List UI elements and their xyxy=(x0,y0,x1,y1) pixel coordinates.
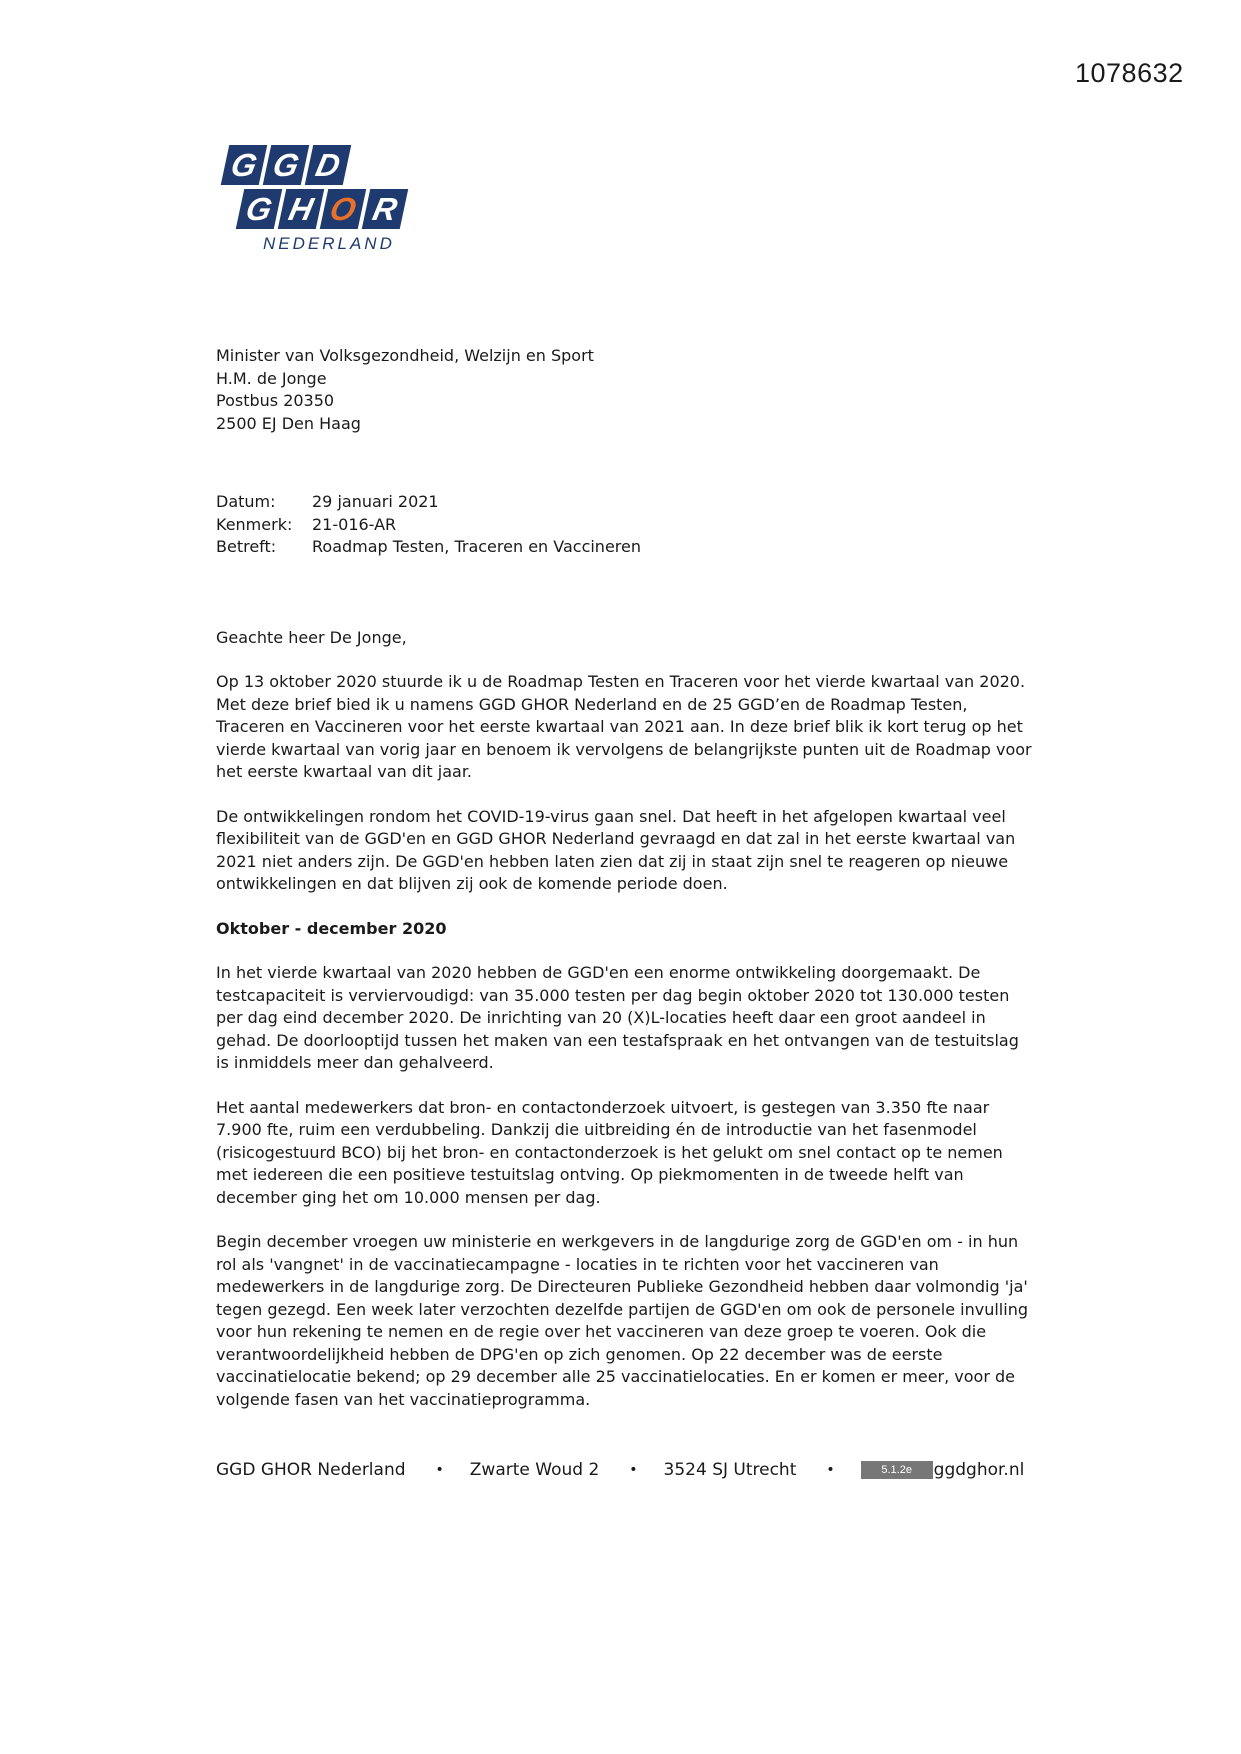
paragraph: De ontwikkelingen rondom het COVID-19-virus gaan snel. Dat heeft in het afgelopen kwartaal veel flexibiliteit van de GGD'en en GGD GHOR Nederland gevraagd en dat zal in het eerste kwartaal van 2021 niet anders zijn. De GGD'en hebben laten zien dat zij in staat zijn snel te reageren op nieuwe ontwikkelingen en dat blijven zij ook de komende periode doen. xyxy=(216,806,1016,893)
logo-letter: G xyxy=(269,147,303,183)
letter-body xyxy=(216,345,1036,1411)
logo-tile xyxy=(263,145,310,185)
logo-letter: G xyxy=(227,147,261,183)
meta-row-reference xyxy=(216,514,1036,537)
logo-tile xyxy=(320,189,367,229)
logo-row-ggd xyxy=(225,145,347,185)
paragraph: Begin december vroegen uw ministerie en werkgevers in de langdurige zorg de GGD'en om - in hun rol als 'vangnet' in de vaccinatiecampagne - locaties in te richten voor het vaccineren van medewerkers in de langdurige zorg. De Directeuren Publieke Gezondheid hebben daar volmondig 'ja' tegen gezegd. Een week later verzochten dezelfde partijen de GGD'en om ook de personele invulling voor hun rekening te nemen en de regie over het vaccineren van deze groep te voeren. Ook die verantwoordelijkheid hebben de DPG'en op zich genomen. Op 22 december was de eerste vaccinatielocatie bekend; op 29 december alle 25 vaccinatielocaties. En er komen er meer, voor de volgende fasen van het vaccinatieprogramma. xyxy=(216,1232,1028,1409)
recipient-address xyxy=(216,345,1036,435)
logo-letter-accent: O xyxy=(326,191,360,227)
address-line: Minister van Volksgezondheid, Welzijn en Sport xyxy=(216,346,594,365)
logo-letter: G xyxy=(242,191,276,227)
footer-separator: • xyxy=(435,1462,444,1478)
section-heading: Oktober - december 2020 xyxy=(216,918,447,938)
meta-label: Datum: xyxy=(216,492,276,511)
document-id: 1078632 xyxy=(1075,58,1184,88)
meta-label: Kenmerk: xyxy=(216,514,293,534)
letter-footer xyxy=(216,1460,1024,1480)
logo-letter: H xyxy=(285,191,317,227)
ggd-ghor-logo xyxy=(218,145,418,260)
address-line: H.M. de Jonge xyxy=(216,368,327,388)
paragraph: Op 13 oktober 2020 stuurde ik u de Roadmap Testen en Traceren voor het vierde kwartaal van 2020. Met deze brief bied ik u namens GGD GHOR Nederland en de 25 GGD’en de Roadmap Testen, Traceren en Vaccineren voor het eerste kwartaal van 2021 aan. In deze brief blik ik kort terug op het vierde kwartaal van vorig jaar en benoem ik vervolgens de belangrijkste punten uit de Roadmap voor het eerste kwartaal van dit jaar. xyxy=(216,672,1032,781)
footer-email-domain: ggdghor.nl xyxy=(933,1460,1025,1480)
logo-tile xyxy=(278,189,325,229)
address-line: Postbus 20350 xyxy=(216,391,335,410)
logo-letter: D xyxy=(312,147,344,183)
logo-subtitle: NEDERLAND xyxy=(263,234,395,253)
logo-tile xyxy=(362,189,409,229)
paragraph: In het vierde kwartaal van 2020 hebben de GGD'en een enorme ontwikkeling doorgemaakt. De testcapaciteit is verviervoudigd: van 35.000 testen per dag begin oktober 2020 tot 130.000 testen per dag eind december 2020. De inrichting van 20 (X)L-locaties heeft daar een groot aandeel in gehad. De doorlooptijd tussen het maken van een testafspraak en het ontvangen van de testuitslag is inmiddels meer dan gehalveerd. xyxy=(216,963,1019,1072)
logo-tile xyxy=(236,189,283,229)
salutation: Geachte heer De Jonge, xyxy=(216,627,407,647)
meta-value: 29 januari 2021 xyxy=(312,492,439,511)
paragraph: Het aantal medewerkers dat bron- en contactonderzoek uitvoert, is gestegen van 3.350 fte naar 7.900 fte, ruim een verdubbeling. Dankzij die uitbreiding én de introductie van het fasenmodel (risicogestuurd BCO) bij het bron- en contactonderzoek is het gelukt om snel contact op te nemen met iedereen die een positieve testuitslag ontving. Op piekmomenten in de tweede helft van december ging het om 10.000 mensen per dag. xyxy=(216,1097,1003,1207)
logo-tile xyxy=(305,145,352,185)
logo-tile xyxy=(221,145,268,185)
meta-label: Betreft: xyxy=(216,537,277,556)
letter-meta xyxy=(216,491,1036,559)
footer-separator: • xyxy=(826,1462,835,1478)
meta-value: Roadmap Testen, Traceren en Vaccineren xyxy=(312,537,641,556)
footer-separator: • xyxy=(629,1462,638,1478)
logo-letter: R xyxy=(369,191,401,227)
footer-org: GGD GHOR Nederland xyxy=(216,1460,406,1480)
footer-city: 3524 SJ Utrecht xyxy=(663,1460,797,1480)
meta-row-subject xyxy=(216,536,1036,559)
address-line: 2500 EJ Den Haag xyxy=(216,413,361,433)
meta-value: 21-016-AR xyxy=(312,514,397,534)
logo-row-ghor xyxy=(240,189,404,229)
redaction-box: 5.1.2e xyxy=(861,1461,933,1479)
footer-street: Zwarte Woud 2 xyxy=(469,1460,600,1480)
meta-row-date xyxy=(216,491,1036,514)
